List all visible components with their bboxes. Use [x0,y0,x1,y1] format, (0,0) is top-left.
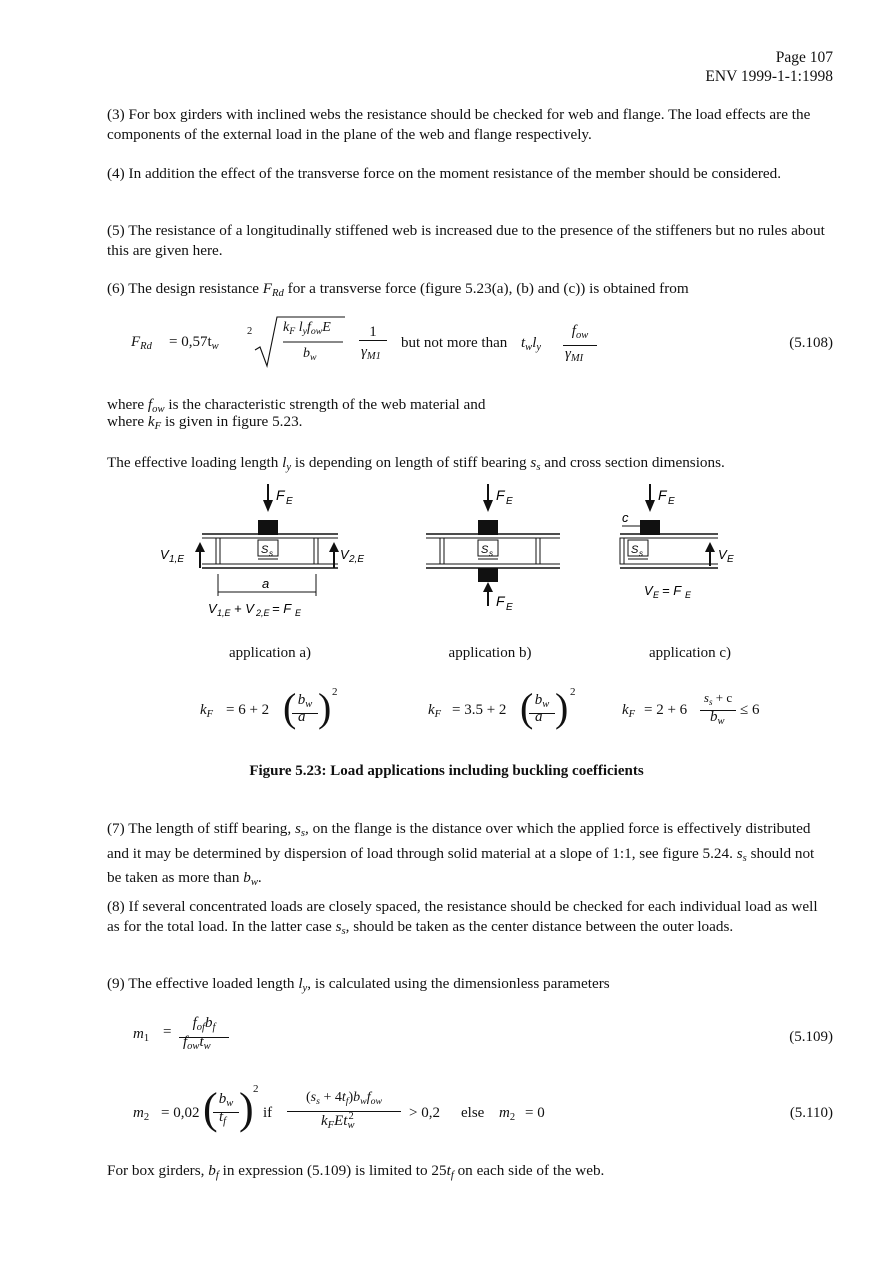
paragraph-6: (6) The design resistance $F_{Rd}$ for a transverse force (figure 5.23(a), (b) and (c)) is obtained from [107,280,689,299]
svg-text:2,E: 2,E [349,554,365,565]
svg-text:F: F [276,487,285,503]
paragraph-4: (4) In addition the effect of the transverse force on the moment resistance of the member should be considered. [107,165,782,182]
svg-text:V: V [208,601,217,616]
svg-text:E: E [286,496,293,507]
svg-text:= F: = F [272,601,292,616]
svg-text:V: V [718,547,727,562]
svg-text:2,E: 2,E [256,608,270,618]
kf-formula-b: $k_F$ = 3.5 + 2 ( $b_w$ a ) 2 [428,685,576,730]
paragraph-7: (7) The length of stiff bearing, $s_s$, on the flange is the distance over which the applied force is effectively distributed and it may be determined by dispersion of load through solid material at a slope of 1:1, see figure 5.24. $s_s$ should not be taken as more than $b_w$. [107,820,815,888]
standard-reference: ENV 1999-1-1:1998 [705,68,833,85]
svg-text:F: F [496,487,505,503]
svg-text:S: S [261,544,269,556]
svg-text:S: S [481,544,489,556]
diagram-application-a [160,484,364,618]
paragraph-5: (5) The resistance of a longitudinally stiffened web is increased due to the presence of the stiffeners but no rules about this are given here. [107,222,825,259]
paragraph-9: (9) The effective loaded length $l_y$, is calculated using the dimensionless parameters [107,975,610,994]
final-paragraph: For box girders, $b_f$ in expression (5.109) is limited to $25t_f$ on each side of the web. [107,1162,605,1181]
svg-text:s: s [269,549,273,558]
svg-text:s: s [639,549,643,558]
svg-text:E: E [506,496,513,507]
svg-text:F: F [658,487,667,503]
equation-number-5-109: (5.109) [789,1029,833,1045]
paragraph-3: (3) For box girders with inclined webs the resistance should be checked for web and flange. The load effects are the components of the external load in the plane of the web and flange respectively. [107,106,811,143]
svg-text:E: E [295,608,302,618]
svg-text:V: V [340,547,349,562]
page-number: Page 107 [775,49,833,66]
svg-text:1,E: 1,E [217,608,231,618]
figure-5-23-diagrams [160,482,750,622]
effective-loading-text: The effective loading length $l_y$ is depending on length of stiff bearing $s_s$ and cross section dimensions. [107,454,725,473]
equation-number-5-108: (5.108) [789,335,833,351]
svg-text:S: S [631,544,639,556]
svg-text:E: E [685,590,692,600]
svg-text:V: V [160,547,169,562]
svg-text:s: s [489,549,493,558]
svg-text:a: a [262,576,270,591]
svg-text:V: V [644,583,653,598]
svg-text:= F: = F [662,583,682,598]
svg-text:E: E [668,496,675,507]
paragraph-8: (8) If several concentrated loads are closely spaced, the resistance should be checked for each individual load as well as for the total load. In the latter case $s_s$, should be taken as the center distance between the outer loads. [107,898,818,937]
diagram-application-b [426,484,560,613]
diagram-application-c [620,484,734,600]
equation-number-5-110: (5.110) [789,1105,833,1121]
kf-formula-c: $k_F$ = 2 + 6 $s_s + c$ $b_w$ ≤ 6 [622,690,760,727]
svg-text:E: E [506,602,513,613]
svg-text:E: E [653,590,660,600]
equation-5-110: $m_2$ = 0,02 ( $b_w$ $t_f$ ) 2 if $(s_s + 4t_f)b_wf_{ow}$ $k_FEt_w^2$ > 0,2 else $m_2$ = 0 [133,1083,545,1133]
svg-text:1,E: 1,E [169,554,185,565]
where-fow: where $f_{ow}$ is the characteristic strength of the web material and [107,396,486,415]
caption-application-a: application a) [228,645,312,661]
figure-caption: Figure 5.23: Load applications including buckling coefficients [249,763,644,779]
kf-formula-a: $k_F$ = 6 + 2 ( $b_w$ a ) 2 [200,685,338,730]
svg-text:c: c [622,510,629,525]
equation-5-108: $F_{Rd}$ = $0,57t_w$ 2 $k_F$ $l_yf_{ow}E$ $b_w$ 1 $\gamma_{M1}$ but not more than $t_wl_y$ $f_{ow}$ $\gamma_{MI}$ [131,314,651,374]
svg-text:+ V: + V [234,601,254,616]
equation-5-109: $m_1$ = $f_{of}b_f$ $f_{ow}t_w$ [133,1010,333,1060]
svg-text:E: E [727,554,734,565]
where-kf: where $k_F$ is given in figure 5.23. [107,413,303,432]
caption-application-b: application b) [448,645,532,661]
svg-text:F: F [496,593,505,609]
caption-application-c: application c) [648,645,732,661]
